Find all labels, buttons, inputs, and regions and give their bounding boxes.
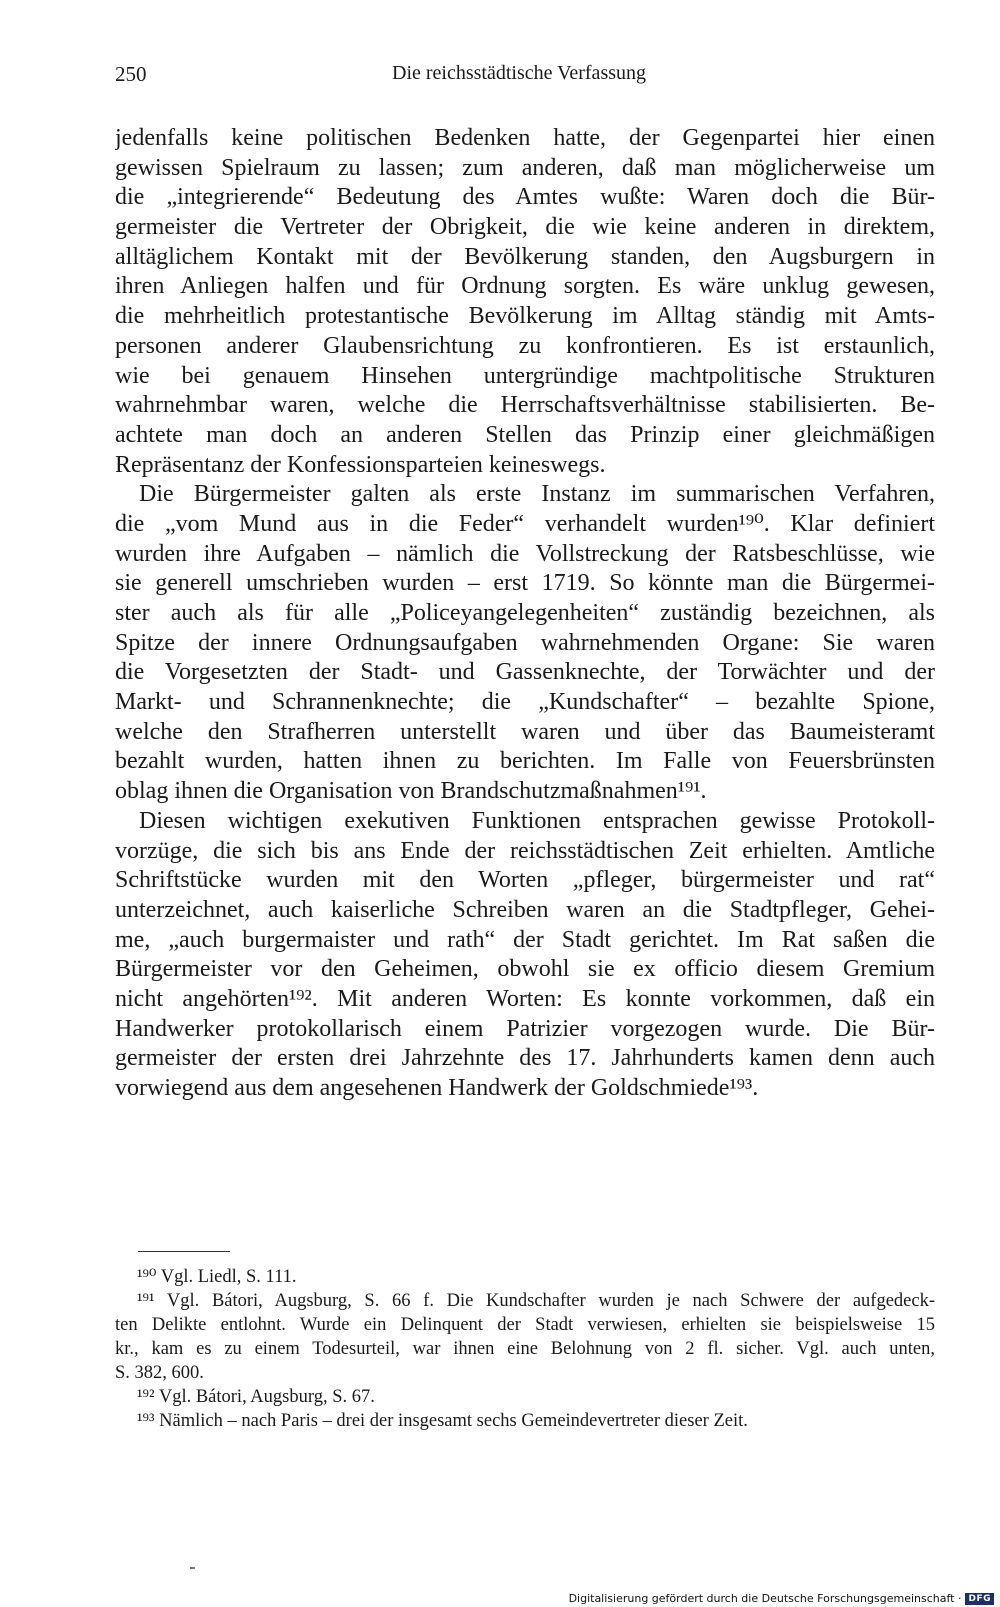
body-line: me, „auch burgermaister und rath“ der Stadt gerichtet. Im Rat saßen die (115, 926, 935, 953)
body-line: Handwerker protokollarisch einem Patrizier vorgezogen wurde. Die Bür- (115, 1015, 935, 1042)
body-line: germeister der ersten drei Jahrzehnte des 17. Jahrhunderts kamen denn auch (115, 1045, 935, 1072)
digitization-credit (569, 1592, 994, 1605)
body-line: germeister die Vertreter der Obrigkeit, die wie keine anderen in direktem, (115, 214, 935, 241)
footnote-line: kr., kam es zu einem Todesurteil, war ihnen eine Belohnung von 2 fl. sicher. Vgl. auch unten, (115, 1339, 935, 1359)
digitization-credit-text: Digitalisierung gefördert durch die Deutsche Forschungsgemeinschaft · (568, 1592, 962, 1605)
body-line: unterzeichnet, auch kaiserliche Schreiben waren an die Stadtpfleger, Gehei- (115, 896, 935, 923)
footnote-line: S. 382, 600. (115, 1363, 204, 1383)
body-line: wie bei genauem Hinsehen untergründige machtpolitische Strukturen (115, 362, 935, 389)
body-line: sie generell umschrieben wurden – erst 1719. So könnte man die Bürgermei- (115, 570, 935, 597)
body-line: jedenfalls keine politischen Bedenken hatte, der Gegenpartei hier einen (115, 125, 935, 151)
footnote-line: ¹⁹⁰ Vgl. Liedl, S. 111. (137, 1267, 297, 1287)
footnote-line: ten Delikte entlohnt. Wurde ein Delinquent der Stadt verwiesen, erhielten sie beispielsweise 15 (115, 1315, 935, 1335)
body-line: Diesen wichtigen exekutiven Funktionen entsprachen gewisse Protokoll- (139, 807, 935, 834)
body-line: ster auch als für alle „Policeyangelegenheiten“ zuständig bezeichnen, als (115, 600, 935, 626)
body-line: wurden ihre Aufgaben – nämlich die Vollstreckung der Ratsbeschlüsse, wie (115, 540, 935, 567)
body-line: nicht angehörten¹⁹². Mit anderen Worten: Es konnte vorkommen, daß ein (115, 985, 935, 1012)
body-line: die mehrheitlich protestantische Bevölkerung im Alltag ständig mit Amts- (115, 303, 935, 330)
body-line: wahrnehmbar waren, welche die Herrschaftsverhältnisse stabilisierten. Be- (115, 392, 935, 419)
footnote-line: ¹⁹¹ Vgl. Bátori, Augsburg, S. 66 f. Die Kundschafter wurden je nach Schwere der aufgedeck- (137, 1291, 935, 1311)
body-line: Spitze der innere Ordnungsaufgaben wahrnehmenden Organe: Sie waren (115, 629, 935, 656)
scan-speck (190, 1567, 195, 1569)
footnote-separator (138, 1251, 230, 1252)
body-line: Schriftstücke wurden mit den Worten „pfleger, bürgermeister und rat“ (115, 867, 935, 894)
body-line: Die Bürgermeister galten als erste Instanz im summarischen Verfahren, (139, 481, 935, 508)
body-line: alltäglichem Kontakt mit der Bevölkerung standen, den Augsburgern in (115, 243, 935, 270)
body-line: vorzüge, die sich bis ans Ende der reichsstädtischen Zeit erhielten. Amtliche (115, 837, 935, 864)
body-line: bezahlt wurden, hatten ihnen zu berichten. Im Falle von Feuersbrünsten (115, 748, 935, 775)
body-line: welche den Strafherren unterstellt waren und über das Baumeisteramt (115, 718, 935, 745)
page-number: 250 (115, 62, 147, 86)
footnote-line: ¹⁹³ Nämlich – nach Paris – drei der insgesamt sechs Gemeindevertreter dieser Zeit. (137, 1411, 748, 1431)
body-line: Repräsentanz der Konfessionsparteien keineswegs. (115, 451, 606, 478)
body-text (115, 124, 935, 1104)
body-line: personen anderer Glaubensrichtung zu konfrontieren. Es ist erstaunlich, (115, 332, 935, 359)
body-line: Markt- und Schrannenknechte; die „Kundschafter“ – bezahlte Spione, (115, 689, 935, 716)
dfg-logo: DFG (965, 1593, 994, 1605)
running-title: Die reichsstädtische Verfassung (392, 62, 647, 84)
body-line: die „integrierende“ Bedeutung des Amtes wußte: Waren doch die Bür- (115, 184, 935, 211)
footnotes (115, 1265, 935, 1433)
body-line: oblag ihnen die Organisation von Brandschutzmaßnahmen¹⁹¹. (115, 778, 707, 805)
body-line: die „vom Mund aus in die Feder“ verhandelt wurden¹⁹⁰. Klar definiert (115, 510, 935, 537)
body-line: ihren Anliegen halfen und für Ordnung sorgten. Es wäre unklug gewesen, (115, 273, 935, 300)
body-line: Bürgermeister vor den Geheimen, obwohl sie ex officio diesem Gremium (115, 956, 935, 983)
body-line: die Vorgesetzten der Stadt- und Gassenknechte, der Torwächter und der (115, 659, 935, 686)
body-line: achtete man doch an anderen Stellen das Prinzip einer gleichmäßigen (115, 421, 935, 448)
body-line: gewissen Spielraum zu lassen; zum anderen, daß man möglicherweise um (115, 154, 935, 181)
body-line: vorwiegend aus dem angesehenen Handwerk der Goldschmiede¹⁹³. (115, 1075, 759, 1101)
footnote-line: ¹⁹² Vgl. Bátori, Augsburg, S. 67. (137, 1387, 375, 1407)
page-header (115, 62, 935, 94)
